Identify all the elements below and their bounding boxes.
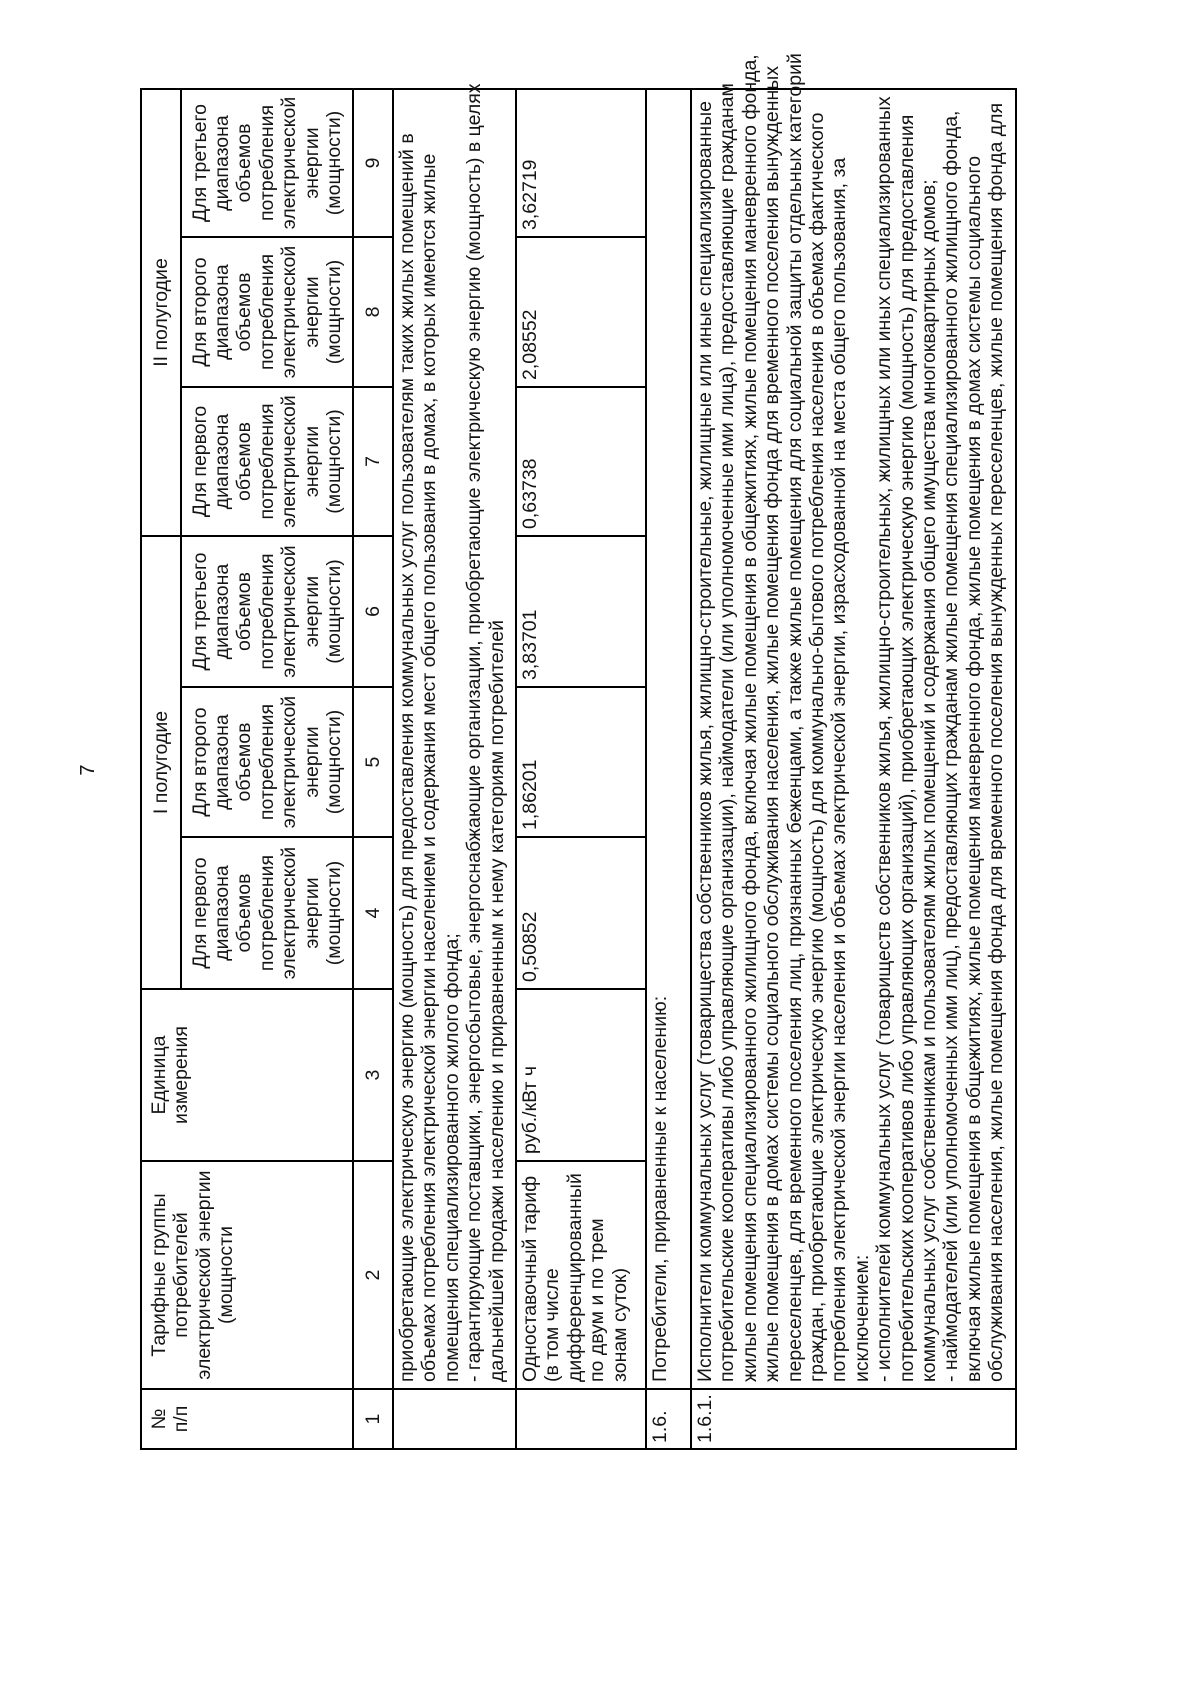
column-number-9: 9 (353, 89, 393, 237)
header-first-half-range-2: Для второго диапазона объемов потребления электрической энергии (мощности) (181, 687, 353, 837)
header-unit-cell: Единица измерения (141, 989, 353, 1161)
tariff-value-first-half-range-3: 3,83701 (516, 536, 646, 687)
header-first-half-range-3: Для третьего диапазона объемов потребления электрической энергии (мощности) (181, 536, 353, 687)
continuation-row (393, 89, 516, 1449)
section-1-6-title: Потребители, приравненные к населению: (646, 89, 691, 1389)
section-1-6-row (646, 89, 691, 1449)
single-rate-tariff-number-cell (516, 1389, 646, 1449)
header-second-half-range-1: Для первого диапазона объемов потребления электрической энергии (мощности) (181, 387, 353, 536)
tariff-value-second-half-range-2: 2,08552 (516, 237, 646, 387)
tariff-unit: руб./кВт ч (516, 989, 646, 1161)
column-number-4: 4 (353, 837, 393, 989)
column-number-2: 2 (353, 1161, 393, 1389)
column-number-3: 3 (353, 989, 393, 1161)
header-number-cell: № п/п (141, 1389, 353, 1449)
column-number-1: 1 (353, 1389, 393, 1449)
column-number-5: 5 (353, 687, 393, 837)
tariff-value-second-half-range-1: 0,63738 (516, 387, 646, 536)
tariff-group-label: Одноставочный тариф (в том числе дифференцированный по двум и по трем зонам суток) (516, 1161, 646, 1389)
header-second-half-cell: II полугодие (141, 89, 181, 536)
section-1-6-1-number: 1.6.1. (691, 1389, 1016, 1449)
continuation-row-text: приобретающие электрическую энергию (мощность) для предоставления коммунальных услуг пользователям таких жилых помещений в объемах потребления электрической энергии населением и содержания мест общего пользования в домах, в которых имеются жилые помещения специализированного жилого фонда; - гарантирующие поставщики, энергосбытовые, энергоснабжающие организации, приобретающие электрическую энергию (мощность) в целях дальнейшей продажи населению и приравненным к нему категориям потребителей (393, 89, 516, 1389)
column-number-7: 7 (353, 387, 393, 536)
single-rate-tariff-row (516, 89, 646, 1449)
tariff-value-first-half-range-2: 1,86201 (516, 687, 646, 837)
header-row-top (141, 89, 181, 1449)
tariff-value-first-half-range-1: 0,50852 (516, 837, 646, 989)
column-number-8: 8 (353, 237, 393, 387)
tariff-table (140, 53, 1017, 1450)
header-first-half-cell: I полугодие (141, 536, 181, 989)
header-second-half-range-2: Для второго диапазона объемов потребления электрической энергии (мощности) (181, 237, 353, 387)
column-number-6: 6 (353, 536, 393, 687)
page-number: 7 (77, 764, 99, 776)
continuation-row-number-cell (393, 1389, 516, 1449)
header-tariff-groups-cell: Тарифные группы потребителей электрической энергии (мощности (141, 1161, 353, 1389)
rotated-landscape-sheet (70, 53, 1020, 1450)
column-number-row (353, 89, 393, 1449)
header-first-half-range-1: Для первого диапазона объемов потребления электрической энергии (мощности) (181, 837, 353, 989)
section-1-6-1-text: Исполнители коммунальных услуг (товарищества собственников жилья, жилищно-строительные, жилищные или иные специализированные потребительские кооперативы либо управляющие организации), наймодатели (или уполномоченные ими лица), предоставляющие гражданам жилые помещения специализированного жилищного фонда, включая жилые помещения в общежитиях, жилые помещения маневренного фонда, жилые помещения в домах системы социального обслуживания населения, жилые помещения фонда для временного поселения вынужденных переселенцев, для временного поселения лиц, признанных беженцами, а также жилые помещения для социальной защиты отдельных категорий граждан, приобретающие электрическую энергию (мощность) для коммунально-бытового потребления населения в объемах фактического потребления электрической энергии населения и объемах электрической энергии, израсходованной на места общего пользования, за исключением: - исполнителей коммунальных услуг (товариществ собственников жилья, жилищно-строительных, жилищных или иных специализированных потребительских кооперативов либо управляющих организаций), приобретающих электрическую энергию (мощность) для предоставления коммунальных услуг собственникам и пользователям жилых помещений и содержания общего имущества многоквартирных домов; - наймодателей (или уполномоченных ими лиц), предоставляющих гражданам жилые помещения специализированного жилищного фонда, включая жилые помещения в общежитиях, жилые помещения маневренного фонда, жилые помещения в домах системы социального обслуживания населения, жилые помещения фонда для временного поселения вынужденных переселенцев, жилые помещения фонда для (691, 89, 1016, 1389)
tariff-value-second-half-range-3: 3,62719 (516, 89, 646, 237)
header-second-half-range-3: Для третьего диапазона объемов потребления электрической энергии (мощности) (181, 89, 353, 237)
section-1-6-1-row (691, 89, 1016, 1449)
section-1-6-number: 1.6. (646, 1389, 691, 1449)
